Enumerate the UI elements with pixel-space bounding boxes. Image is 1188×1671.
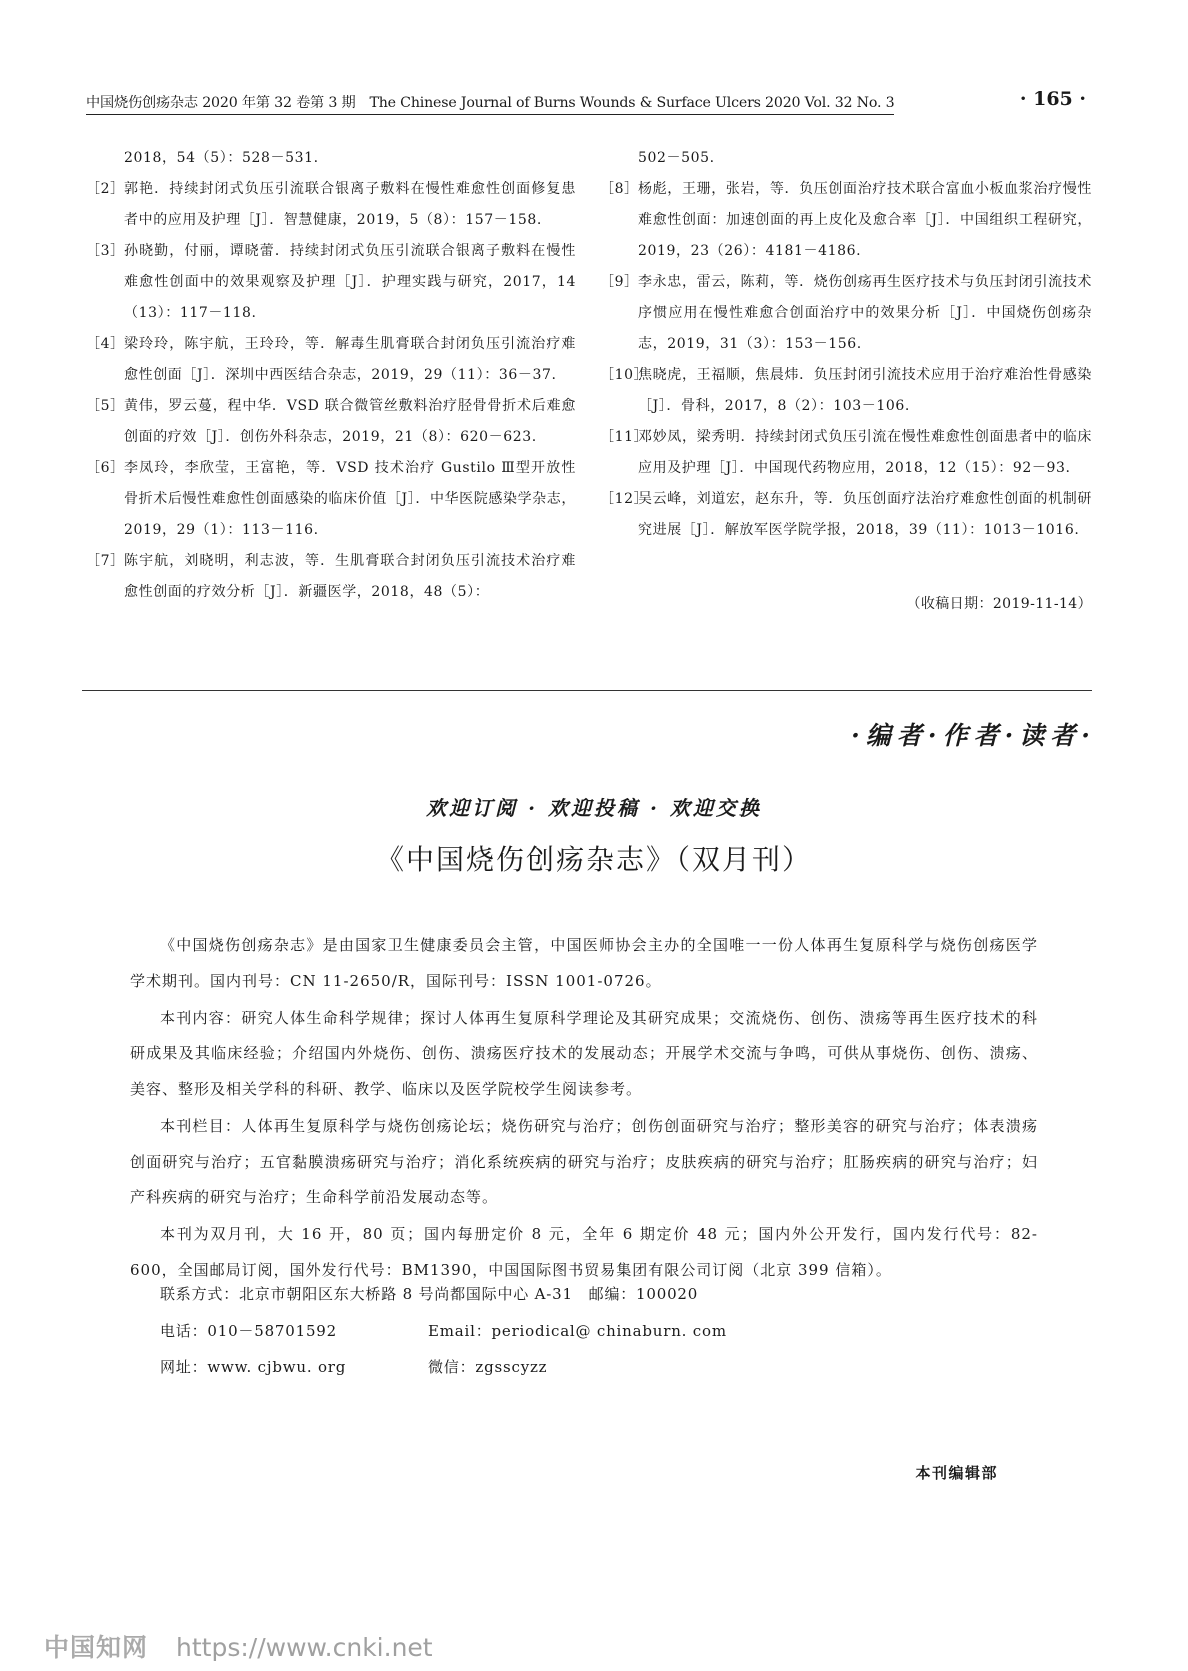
website-address: 网址：www. cjbwu. org: [160, 1358, 347, 1376]
reference-item: [86, 236, 576, 329]
section-tag: ·编者·作者·读者·: [851, 721, 1096, 750]
reference-number: ［9］: [600, 274, 639, 290]
reference-text: 梁玲玲，陈宇航，王玲玲，等．解毒生肌膏联合封闭负压引流治疗难愈性创面［J］．深圳中西医结合杂志，2019，29（11）：36－37.: [124, 336, 576, 383]
cnki-watermark: [44, 1628, 433, 1664]
reference-number: ［12］: [600, 491, 649, 507]
reference-number: ［4］: [86, 336, 125, 352]
reference-number: ［5］: [86, 398, 125, 414]
reference-text: 杨彪，王珊，张岩，等．负压创面治疗技术联合富血小板血浆治疗慢性难愈性创面：加速创面的再上皮化及愈合率［J］．中国组织工程研究，2019，23（26）：4181－4186.: [638, 181, 1092, 259]
reference-item: [86, 453, 576, 546]
reference-text: 502－505.: [638, 150, 715, 166]
contact-address: 联系方式：北京市朝阳区东大桥路 8 号尚都国际中心 A-31 邮编：100020: [160, 1285, 699, 1303]
notice-paragraph: 本刊栏目：人体再生复原科学与烧伤创疡论坛；烧伤研究与治疗；创伤创面研究与治疗；整形美容的研究与治疗；体表溃疡创面研究与治疗；五官黏膜溃疡研究与治疗；消化系统疾病的研究与治疗；皮肤疾病的研究与治疗；肛肠疾病的研究与治疗；妇产科疾病的研究与治疗；生命科学前沿发展动态等。: [130, 1116, 1038, 1207]
reference-item: [600, 360, 1092, 422]
reference-item: [86, 143, 576, 174]
watermark-url: https://www.cnki.net: [176, 1633, 433, 1662]
reference-number: ［11］: [600, 429, 649, 445]
reference-text: 郭艳．持续封闭式负压引流联合银离子敷料在慢性难愈性创面修复患者中的应用及护理［J］．智慧健康，2019，5（8）：157－158.: [124, 181, 576, 228]
reference-number: ［2］: [86, 181, 125, 197]
reference-text: 陈宇航，刘晓明，利志波，等．生肌膏联合封闭负压引流技术治疗难愈性创面的疗效分析［J］．新疆医学，2018，48（5）：: [124, 553, 576, 600]
reference-item: [600, 174, 1092, 267]
references-right-column: [600, 143, 1092, 546]
reference-number: ［8］: [600, 181, 639, 197]
reference-text: 2018，54（5）：528－531.: [124, 150, 319, 166]
reference-number: ［7］: [86, 553, 125, 569]
reference-text: 邓妙凤，梁秀明．持续封闭式负压引流在慢性难愈性创面患者中的临床应用及护理［J］．中国现代药物应用，2018，12（15）：92－93.: [638, 429, 1092, 476]
phone-number: 电话：010－58701592: [160, 1322, 337, 1340]
page-number: · 165 ·: [1019, 88, 1086, 110]
journal-title: 《中国烧伤创疡杂志》（双月刊）: [375, 843, 812, 876]
reference-number: ［10］: [600, 367, 649, 383]
reference-item: [600, 267, 1092, 360]
watermark-name: 中国知网: [44, 1633, 149, 1662]
wechat-id: 微信：zgsscyzz: [428, 1358, 548, 1376]
reference-item: [86, 391, 576, 453]
reference-item: [86, 546, 576, 608]
reference-text: 孙晓勤，付丽，谭晓蕾．持续封闭式负压引流联合银离子敷料在慢性难愈性创面中的效果观察及护理［J］．护理实践与研究，2017，14（13）：117－118.: [124, 243, 576, 321]
reference-item: [600, 143, 1092, 174]
reference-text: 李凤玲，李欣莹，王富艳，等．VSD 技术治疗 Gustilo Ⅲ型开放性骨折术后慢性难愈性创面感染的临床价值［J］．中华医院感染学杂志，2019，29（1）：113－116.: [124, 460, 576, 538]
reference-item: [86, 329, 576, 391]
reference-number: ［3］: [86, 243, 125, 259]
running-header: [86, 88, 1086, 116]
reference-item: [86, 174, 576, 236]
notice-paragraph: 《中国烧伤创疡杂志》是由国家卫生健康委员会主管，中国医师协会主办的全国唯一一份人体再生复原科学与烧伤创疡医学学术期刊。国内刊号：CN 11-2650/R，国际刊号：ISSN 1001-0726。: [130, 936, 1038, 990]
reference-text: 吴云峰，刘道宏，赵东升，等．负压创面疗法治疗难愈性创面的机制研究进展［J］．解放军医学院学报，2018，39（11）：1013－1016.: [638, 491, 1092, 538]
received-date: （收稿日期：2019-11-14）: [906, 596, 1092, 612]
reference-item: [600, 422, 1092, 484]
reference-text: 焦晓虎，王福顺，焦晨炜．负压封闭引流技术应用于治疗难治性骨感染［J］．骨科，2017，8（2）：103－106.: [638, 367, 1092, 414]
notice-paragraph: 本刊为双月刊，大 16 开，80 页；国内每册定价 8 元，全年 6 期定价 48 元；国内外公开发行，国内发行代号：82-600，全国邮局订阅，国外发行代号：BM1390，中国国际图书贸易集团有限公司订阅（北京 399 信箱）。: [130, 1225, 1038, 1279]
welcome-line: 欢迎订阅 · 欢迎投稿 · 欢迎交换: [426, 796, 762, 820]
running-head-text: 中国烧伤创疡杂志 2020 年第 32 卷第 3 期 The Chinese Journal of Burns Wounds & Surface Ulcers 2020 Vol. 32 No. 3: [86, 92, 894, 115]
editorial-signoff: 本刊编辑部: [915, 1464, 998, 1482]
section-divider: [82, 690, 1092, 691]
reference-text: 黄伟，罗云蔓，程中华．VSD 联合微管丝敷料治疗胫骨骨折术后难愈创面的疗效［J］．创伤外科杂志，2019，21（8）：620－623.: [124, 398, 576, 445]
email-address: Email：periodical@ chinaburn. com: [428, 1322, 727, 1340]
reference-text: 李永忠，雷云，陈莉，等．烧伤创疡再生医疗技术与负压封闭引流技术序惯应用在慢性难愈合创面治疗中的效果分析［J］．中国烧伤创疡杂志，2019，31（3）：153－156.: [638, 274, 1092, 352]
references-left-column: [86, 143, 576, 608]
contact-row: [160, 1320, 1040, 1341]
reference-item: [600, 484, 1092, 546]
notice-body: [130, 928, 1038, 1290]
notice-paragraph: 本刊内容：研究人体生命科学规律；探讨人体再生复原科学理论及其研究成果；交流烧伤、创伤、溃疡等再生医疗技术的科研成果及其临床经验；介绍国内外烧伤、创伤、溃疡医疗技术的发展动态；开展学术交流与争鸣，可供从事烧伤、创伤、溃疡、美容、整形及相关学科的科研、教学、临床以及医学院校学生阅读参考。: [130, 1008, 1038, 1098]
reference-number: ［6］: [86, 460, 125, 476]
contact-row: [160, 1356, 1040, 1377]
